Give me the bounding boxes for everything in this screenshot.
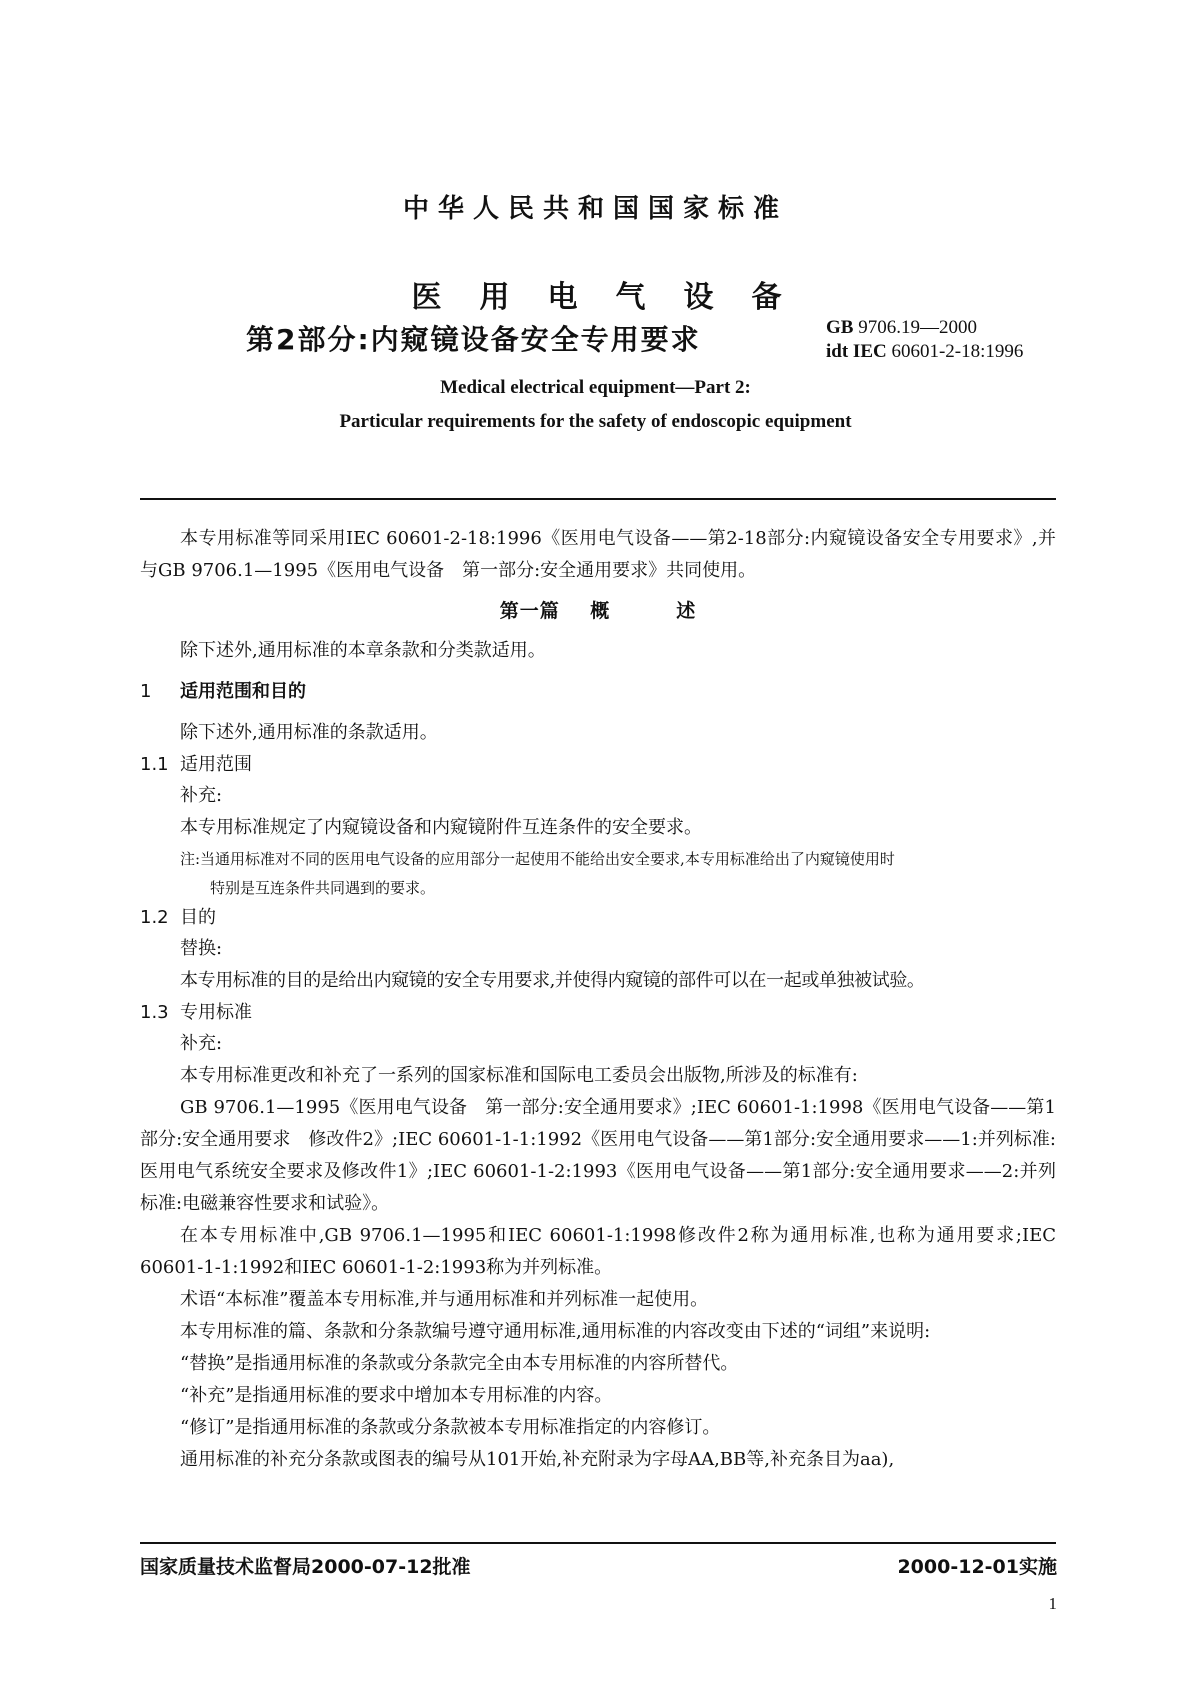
document-title-line1: 医用电气设备 [411, 280, 820, 315]
intro-paragraph: 本专用标准等同采用IEC 60601-2-18:1996《医用电气设备——第2-18部分:内窥镜设备安全专用要求》,并与GB 9706.1—1995《医用电气设备 第一部分:安全通用要求》共同使用。 [140, 528, 1056, 581]
section-1-heading: 1 适用范围和目的 [140, 681, 306, 702]
clause-1-3-p2: GB 9706.1—1995《医用电气设备 第一部分:安全通用要求》;IEC 60601-1:1998《医用电气设备——第1部分:安全通用要求 修改件2》;IEC 60601-1-1:1992《医用电气设备——第1部分:安全通用要求——1:并列标准:医用电气系统安全要求及修改件1》;IEC 60601-1-2:1993《医用电气设备——第1部分:安全通用要求——2:并列标准:电磁兼容性要求和试验》。 [140, 1097, 1056, 1214]
clause-1-3-label: 补充: [180, 1033, 223, 1054]
implementation-date: 2000-12-01实施 [897, 1556, 1057, 1578]
clause-1-1-text: 本专用标准规定了内窥镜设备和内窥镜附件互连条件的安全要求。 [180, 817, 702, 838]
national-standard-heading: 中华人民共和国国家标准 [402, 194, 788, 224]
clause-1-3-p4: 术语“本标准”覆盖本专用标准,并与通用标准和并列标准一起使用。 [180, 1289, 709, 1310]
header-divider [140, 498, 1056, 500]
page-number: 1 [1048, 1594, 1057, 1613]
clause-1-1-note-cont: 特别是互连条件共同遇到的要求。 [210, 879, 436, 897]
clause-1-1-note: 注:当通用标准对不同的医用电气设备的应用部分一起使用不能给出安全要求,本专用标准给出了内窥镜使用时 [180, 850, 895, 868]
clause-1-2-heading: 1.2 目的 [140, 907, 216, 928]
clause-1-3-p1: 本专用标准更改和补充了一系列的国家标准和国际电工委员会出版物,所涉及的标准有: [180, 1065, 858, 1086]
clause-1-2-label: 替换: [180, 938, 223, 959]
chapter-text: 除下述外,通用标准的本章条款和分类款适用。 [180, 640, 546, 661]
footer-divider [140, 1542, 1056, 1544]
document-body [140, 523, 1056, 1476]
idt-number: idt IEC 60601-2-18:1996 [826, 341, 1024, 362]
clause-1-3-p8: “修订”是指通用标准的条款或分条款被本专用标准指定的内容修订。 [180, 1417, 721, 1438]
document-title-line2: 第2部分:内窥镜设备安全专用要求 [246, 323, 701, 356]
english-title-line1: Medical electrical equipment—Part 2: [440, 377, 751, 398]
clause-1-3-p7: “补充”是指通用标准的要求中增加本专用标准的内容。 [180, 1385, 613, 1406]
clause-1-3-heading: 1.3 专用标准 [140, 1002, 252, 1023]
standard-number: GB 9706.19—2000 [826, 317, 977, 338]
clause-1-2-text: 本专用标准的目的是给出内窥镜的安全专用要求,并使得内窥镜的部件可以在一起或单独被试验。 [180, 970, 925, 991]
english-title-line2: Particular requirements for the safety of endoscopic equipment [339, 411, 852, 432]
clause-1-3-p9: 通用标准的补充分条款或图表的编号从101开始,补充附录为字母AA,BB等,补充条目为aa), [180, 1449, 895, 1470]
clause-1-3-p3: 在本专用标准中,GB 9706.1—1995和IEC 60601-1:1998修改件2称为通用标准,也称为通用要求;IEC 60601-1-1:1992和IEC 60601-1-2:1993称为并列标准。 [140, 1225, 1056, 1278]
approval-note: 国家质量技术监督局2000-07-12批准 [140, 1556, 471, 1578]
clause-1-3-p6: “替换”是指通用标准的条款或分条款完全由本专用标准的内容所替代。 [180, 1353, 739, 1374]
clause-1-3-p5: 本专用标准的篇、条款和分条款编号遵守通用标准,通用标准的内容改变由下述的“词组”来说明: [180, 1321, 931, 1342]
clause-1-1-label: 补充: [180, 785, 223, 806]
section-1-text: 除下述外,通用标准的条款适用。 [180, 722, 438, 743]
clause-1-1-heading: 1.1 适用范围 [140, 754, 252, 775]
standard-number-block [826, 316, 1023, 364]
chapter-heading: 第一篇 概 述 [499, 600, 697, 622]
